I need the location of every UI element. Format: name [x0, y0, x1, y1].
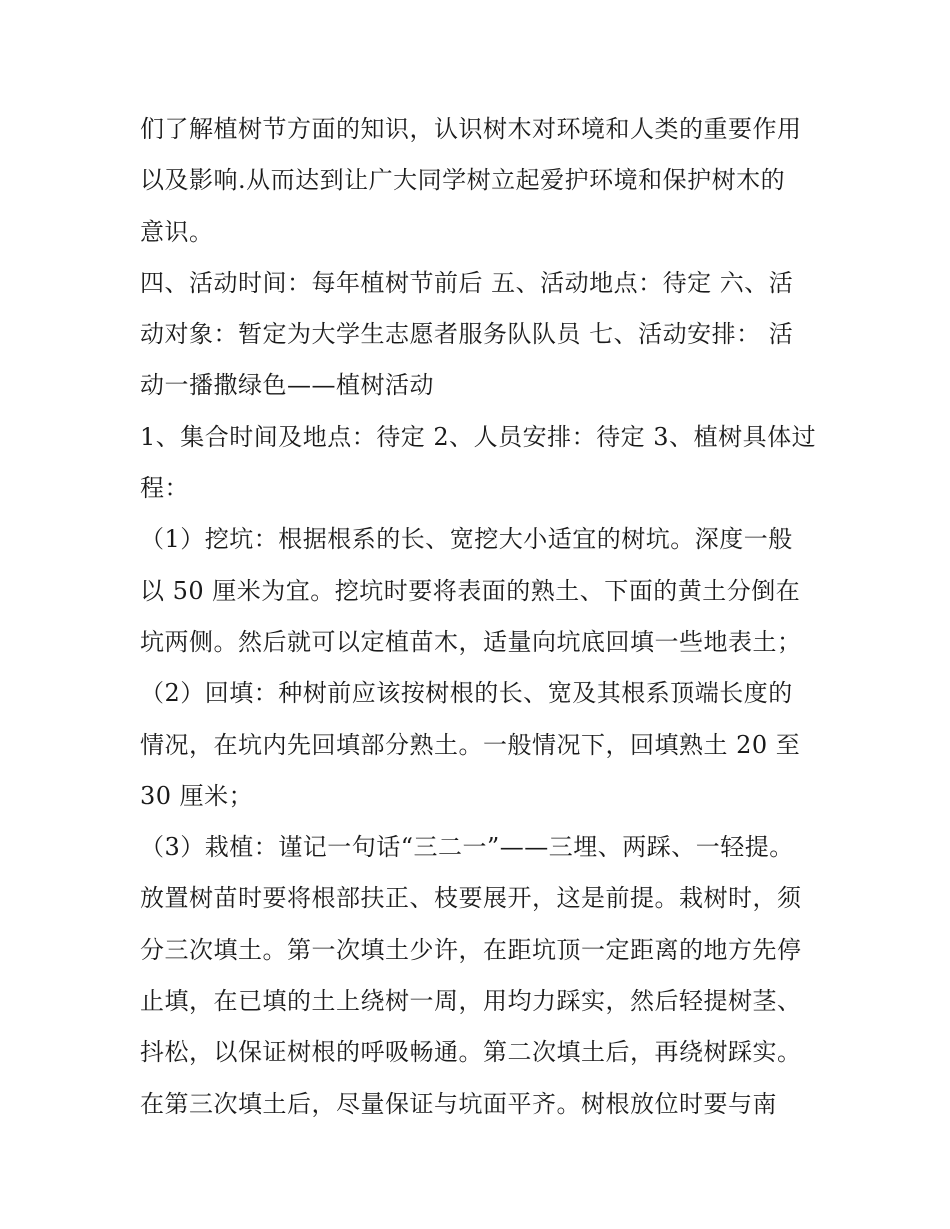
text-line: 以及影响.从而达到让广大同学树立起爱护环境和保护树木的	[140, 166, 786, 195]
text-line: 程：	[140, 474, 189, 503]
text-line: 动对象：暂定为大学生志愿者服务队队员 七、活动安排： 活	[140, 320, 794, 349]
text-line: 意识。	[140, 217, 214, 246]
text-line: 动一播撒绿色——植树活动	[140, 371, 434, 400]
text-line: 分三次填土。第一次填土少许，在距坑顶一定距离的地方先停	[140, 935, 802, 964]
text-line: 坑两侧。然后就可以定植苗木，适量向坑底回填一些地表土；	[140, 627, 802, 656]
text-line: 在第三次填土后，尽量保证与坑面平齐。树根放位时要与南	[140, 1089, 777, 1118]
text-line: （3）栽植：谨记一句话“三二一”——三埋、两踩、一轻提。	[140, 833, 794, 862]
text-line: （2）回填：种树前应该按树根的长、宽及其根系顶端长度的	[140, 679, 793, 708]
text-line: 抖松，以保证树根的呼吸畅通。第二次填土后，再绕树踩实。	[140, 1038, 802, 1067]
text-line: 四、活动时间：每年植树节前后 五、活动地点：待定 六、活	[140, 268, 794, 297]
text-line: 止填，在已填的土上绕树一周，用均力踩实，然后轻提树茎、	[140, 987, 802, 1016]
text-line: 们了解植树节方面的知识，认识树木对环境和人类的重要作用	[140, 115, 802, 143]
text-line: 1、集合时间及地点：待定 2、人员安排：待定 3、植树具体过	[140, 422, 817, 451]
text-line: （1）挖坑：根据根系的长、宽挖大小适宜的树坑。深度一般	[140, 525, 793, 554]
text-line: 放置树苗时要将根部扶正、枝要展开，这是前提。栽树时，须	[140, 884, 802, 913]
document-body	[140, 104, 820, 1130]
text-line: 以 50 厘米为宜。挖坑时要将表面的熟土、下面的黄土分倒在	[140, 576, 801, 605]
text-line: 30 厘米；	[140, 781, 254, 810]
text-line: 情况，在坑内先回填部分熟土。一般情况下，回填熟土 20 至	[140, 730, 801, 759]
